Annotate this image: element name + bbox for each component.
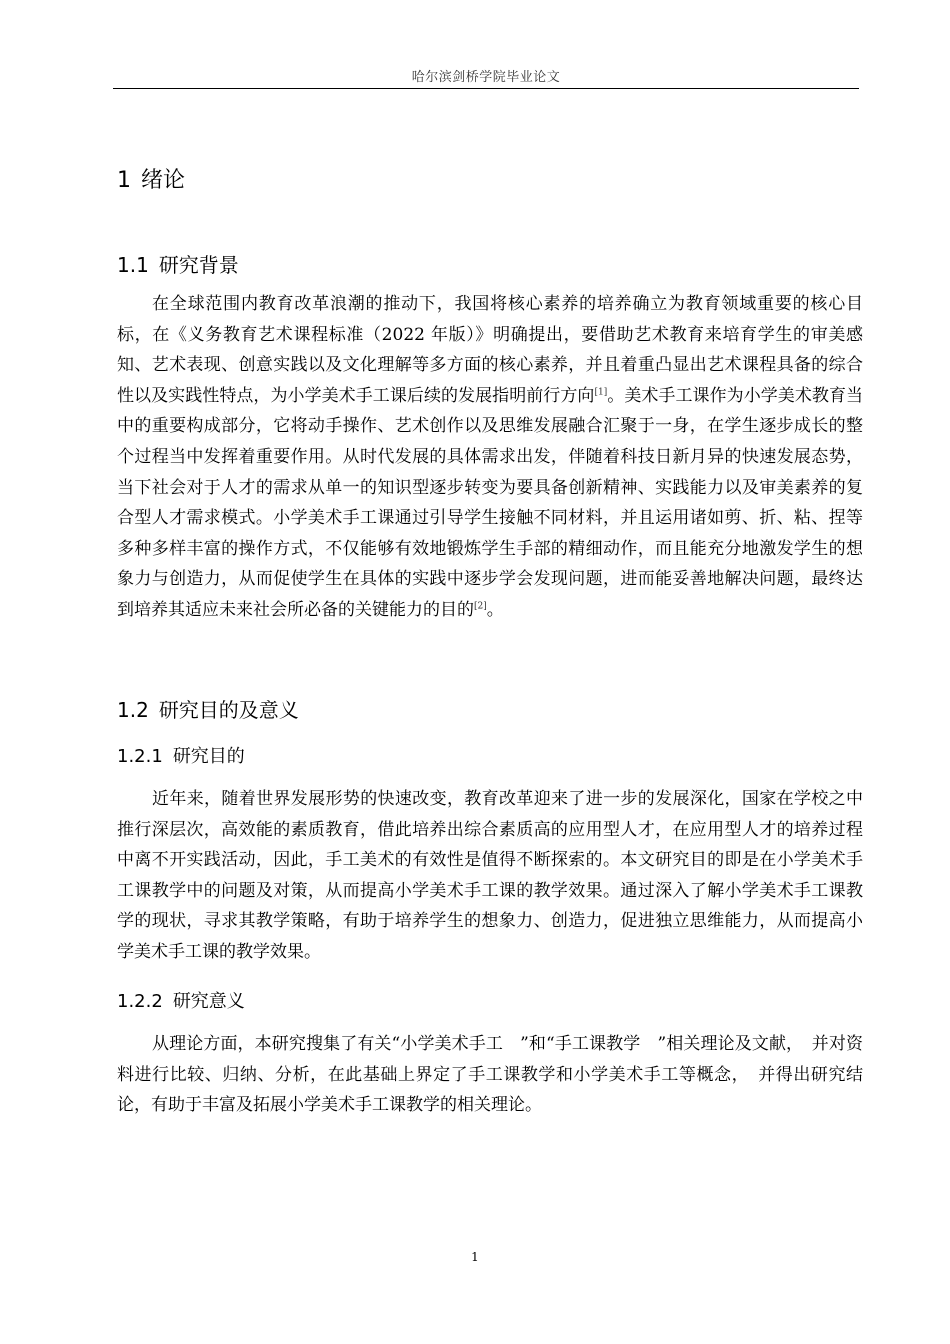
subsection-heading-research-significance	[117, 987, 245, 1013]
subsection-heading-research-purpose	[117, 742, 245, 768]
section-number: 1.1	[117, 253, 149, 277]
background-paragraph	[117, 289, 863, 626]
chapter-title-text: 绪论	[141, 168, 186, 193]
section-number: 1.2	[117, 698, 149, 722]
citation-ref-1: [1]	[594, 387, 608, 398]
purpose-paragraph: 近年来，随着世界发展形势的快速改变，教育改革迎来了进一步的发展深化，国家在学校之中推行深层次，高效能的素质教育，借此培养出综合素质高的应用型人才，在应用型人才的培养过程中离不开实践活动，因此，手工美术的有效性是值得不断探索的。本文研究目的即是在小学美术手工课教学中的问题及对策，从而提高小学美术手工课的教学效果。通过深入了解小学美术手工课教学的现状，寻求其教学策略，有助于培养学生的想象力、创造力，促进独立思维能力，从而提高小学美术手工课的教学效果。	[117, 789, 863, 962]
subsection-title-text: 研究目的	[172, 746, 245, 767]
section-heading-research-background	[117, 249, 239, 278]
section-heading-purpose-significance	[117, 694, 299, 723]
section-title-text: 研究背景	[158, 253, 239, 277]
subsection-number: 1.2.2	[117, 991, 163, 1012]
section-title-text: 研究目的及意义	[158, 698, 299, 722]
page-header: 哈尔滨剑桥学院毕业论文	[411, 70, 561, 85]
page-number: 1	[471, 1250, 479, 1264]
significance-paragraph: 从理论方面，本研究搜集了有关“小学美术手工 ”和“手工课教学 ”相关理论及文献， 并对资料进行比较、归纳、分析，在此基础上界定了手工课教学和小学美术手工等概念， 并得出研究结论，有助于丰富及拓展小学美术手工课教学的相关理论。	[117, 1034, 863, 1116]
subsection-title-text: 研究意义	[172, 991, 245, 1012]
background-text-part3: 。	[486, 599, 504, 620]
subsection-number: 1.2.1	[117, 746, 163, 767]
background-text-part2: 。美术手工课作为小学美术教育当中的重要构成部分，它将动手操作、艺术创作以及思维发展融合汇聚于一身，在学生逐步成长的整个过程当中发挥着重要作用。从时代发展的具体需求出发，伴随着科技日新月异的快速发展态势，当下社会对于人才的需求从单一的知识型逐步转变为要具备创新精神、实践能力以及审美素养的复合型人才需求模式。小学美术手工课通过引导学生接触不同材料，并且运用诸如剪、折、粘、捏等多种多样丰富的操作方式，不仅能够有效地锻炼学生手部的精细动作，而且能充分地激发学生的想象力与创造力，从而促使学生在具体的实践中逐步学会发现问题，进而能妥善地解决问题，最终达到培养其适应未来社会所必备的关键能力的目的	[117, 385, 864, 620]
background-text-part1: 在全球范围内教育改革浪潮的推动下，我国将核心素养的培养确立为教育领域重要的核心目标，在《义务教育艺术课程标准（2022 年版）》明确提出，要借助艺术教育来培育学生的审美感知、艺术表现、创意实践以及文化理解等多方面的核心素养，并且着重凸显出艺术课程具备的综合性以及实践性特点，为小学美术手工课后续的发展指明前行方向	[117, 294, 863, 406]
header-divider	[113, 88, 859, 89]
citation-ref-2: [2]	[474, 601, 487, 612]
chapter-title	[117, 163, 185, 194]
chapter-number: 1	[117, 168, 131, 193]
